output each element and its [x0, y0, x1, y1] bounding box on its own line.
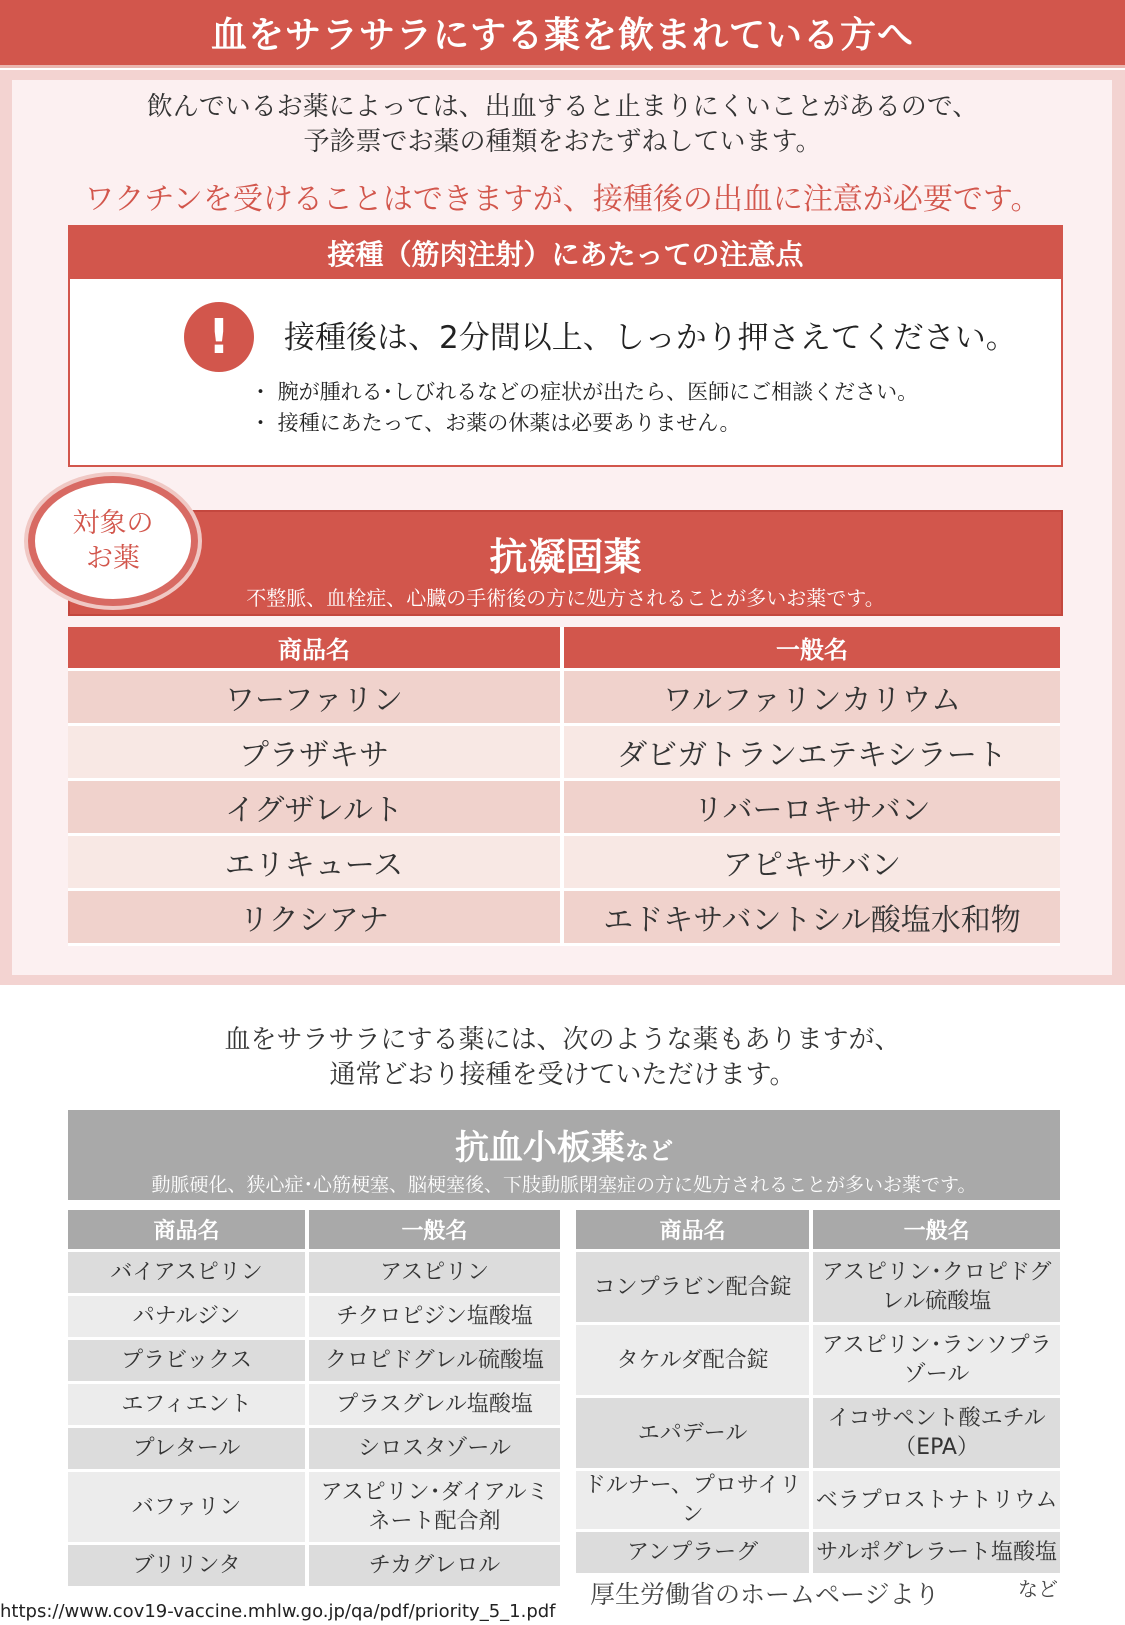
table-row [68, 836, 1060, 891]
column-header: 一般名 [813, 1210, 1060, 1252]
brand-name-cell: バイアスピリン [68, 1252, 309, 1296]
anticoagulant-table [68, 627, 1060, 946]
nado-note: など [1018, 1577, 1058, 1601]
brand-name-cell: アンプラーグ [576, 1532, 813, 1576]
antiplatelet-title-suffix: など [625, 1137, 673, 1165]
generic-name-cell: ダビガトランエテキシラート [564, 726, 1060, 781]
intro-line-2: 予診票でお薬の種類をおたずねしています。 [303, 127, 822, 157]
exclamation-icon: ! [184, 302, 254, 372]
table-row [68, 1384, 560, 1428]
generic-name-cell: アスピリン･ランソプラ ゾール [813, 1325, 1060, 1398]
antiplatelet-header [68, 1110, 1060, 1200]
table-row [68, 891, 1060, 946]
brand-name-cell: エフィエント [68, 1384, 309, 1428]
brand-name-cell: バファリン [68, 1472, 309, 1545]
anticoagulant-subtitle: 不整脈、血栓症、心臓の手術後の方に処方されることが多いお薬です。 [246, 586, 885, 610]
antiplatelet-table-right [576, 1210, 1060, 1576]
anticoagulant-title: 抗凝固薬 [489, 535, 642, 579]
intro-line-1: 飲んでいるお薬によっては、出血すると止まりにくいことがあるので、 [146, 92, 979, 122]
intro-text [0, 90, 1125, 160]
generic-name-cell: アピキサバン [564, 836, 1060, 891]
generic-name-cell: サルポグレラート塩酸塩 [813, 1532, 1060, 1576]
antiplatelet-table-left [68, 1210, 560, 1589]
generic-name-cell: ベラプロストナトリウム [813, 1471, 1060, 1532]
antiplatelet-title-wrap [68, 1120, 1060, 1169]
table-row [68, 1296, 560, 1340]
badge-line-1: 対象の [72, 508, 154, 539]
table-row [68, 1545, 560, 1589]
table-row [68, 1252, 560, 1296]
generic-name-cell: ワルファリンカリウム [564, 671, 1060, 726]
brand-name-cell: エリキュース [68, 836, 564, 891]
generic-name-cell: リバーロキサバン [564, 781, 1060, 836]
table-row [576, 1398, 1060, 1471]
caution-main-text: 接種後は、2分間以上、しっかり押さえてください。 [284, 320, 1017, 356]
brand-name-cell: リクシアナ [68, 891, 564, 946]
brand-name-cell: ドルナー、プロサイリン [576, 1471, 813, 1532]
caution-title: 接種（筋肉注射）にあたっての注意点 [70, 227, 1061, 279]
generic-name-cell: エドキサバントシル酸塩水和物 [564, 891, 1060, 946]
column-header: 一般名 [564, 627, 1060, 671]
generic-name-cell: アスピリン [309, 1252, 560, 1296]
brand-name-cell: イグザレルト [68, 781, 564, 836]
brand-name-cell: プラビックス [68, 1340, 309, 1384]
table-row [68, 1472, 560, 1545]
table-row [68, 671, 1060, 726]
header-bar [0, 0, 1125, 68]
second-intro-line-1: 血をサラサラにする薬には、次のような薬もありますが、 [224, 1025, 901, 1055]
generic-name-cell: チカグレロル [309, 1545, 560, 1589]
generic-name-cell: シロスタゾール [309, 1428, 560, 1472]
table-row [576, 1325, 1060, 1398]
brand-name-cell: タケルダ配合錠 [576, 1325, 813, 1398]
brand-name-cell: エパデール [576, 1398, 813, 1471]
source-credit: 厚生労働省のホームページより [590, 1580, 940, 1609]
anticoagulant-header [68, 510, 1063, 616]
target-drug-badge [28, 476, 198, 606]
table-row [68, 1428, 560, 1472]
generic-name-cell: クロピドグレル硫酸塩 [309, 1340, 560, 1384]
generic-name-cell: アスピリン･ダイアルミ ネート配合剤 [309, 1472, 560, 1545]
caution-bullet: ・ 接種にあたって、お薬の休薬は必要ありません。 [250, 411, 741, 435]
table-row [576, 1471, 1060, 1532]
brand-name-cell: プラザキサ [68, 726, 564, 781]
column-header: 商品名 [576, 1210, 813, 1252]
brand-name-cell: コンプラビン配合錠 [576, 1252, 813, 1325]
second-intro-text [0, 1023, 1125, 1093]
table-row [576, 1532, 1060, 1576]
generic-name-cell: アスピリン･クロピドグ レル硫酸塩 [813, 1252, 1060, 1325]
column-header: 商品名 [68, 627, 564, 671]
warning-text: ワクチンを受けることはできますが、接種後の出血に注意が必要です。 [84, 182, 1041, 217]
brand-name-cell: ブリリンタ [68, 1545, 309, 1589]
antiplatelet-subtitle: 動脈硬化、狭心症･心筋梗塞、脳梗塞後、下肢動脈閉塞症の方に処方されることが多いお薬です。 [151, 1174, 977, 1196]
table-row [68, 726, 1060, 781]
caution-bullet: ・ 腕が腫れる･しびれるなどの症状が出たら、医師にご相談ください。 [250, 380, 919, 404]
table-row [68, 781, 1060, 836]
brand-name-cell: プレタール [68, 1428, 309, 1472]
column-header: 一般名 [309, 1210, 560, 1252]
antiplatelet-title: 抗血小板薬 [455, 1128, 625, 1168]
table-row [68, 1340, 560, 1384]
caution-bullets [250, 377, 918, 439]
brand-name-cell: パナルジン [68, 1296, 309, 1340]
source-url[interactable]: https://www.cov19-vaccine.mhlw.go.jp/qa/pdf/priority_5_1.pdf [0, 1601, 556, 1622]
brand-name-cell: ワーファリン [68, 671, 564, 726]
generic-name-cell: チクロピジン塩酸塩 [309, 1296, 560, 1340]
second-intro-line-2: 通常どおり接種を受けていただけます。 [329, 1060, 796, 1090]
column-header: 商品名 [68, 1210, 309, 1252]
page-title: 血をサラサラにする薬を飲まれている方へ [210, 15, 914, 56]
caution-box [68, 225, 1063, 467]
generic-name-cell: プラスグレル塩酸塩 [309, 1384, 560, 1428]
table-row [576, 1252, 1060, 1325]
badge-line-2: お薬 [86, 543, 140, 574]
generic-name-cell: イコサペント酸エチル （EPA） [813, 1398, 1060, 1471]
